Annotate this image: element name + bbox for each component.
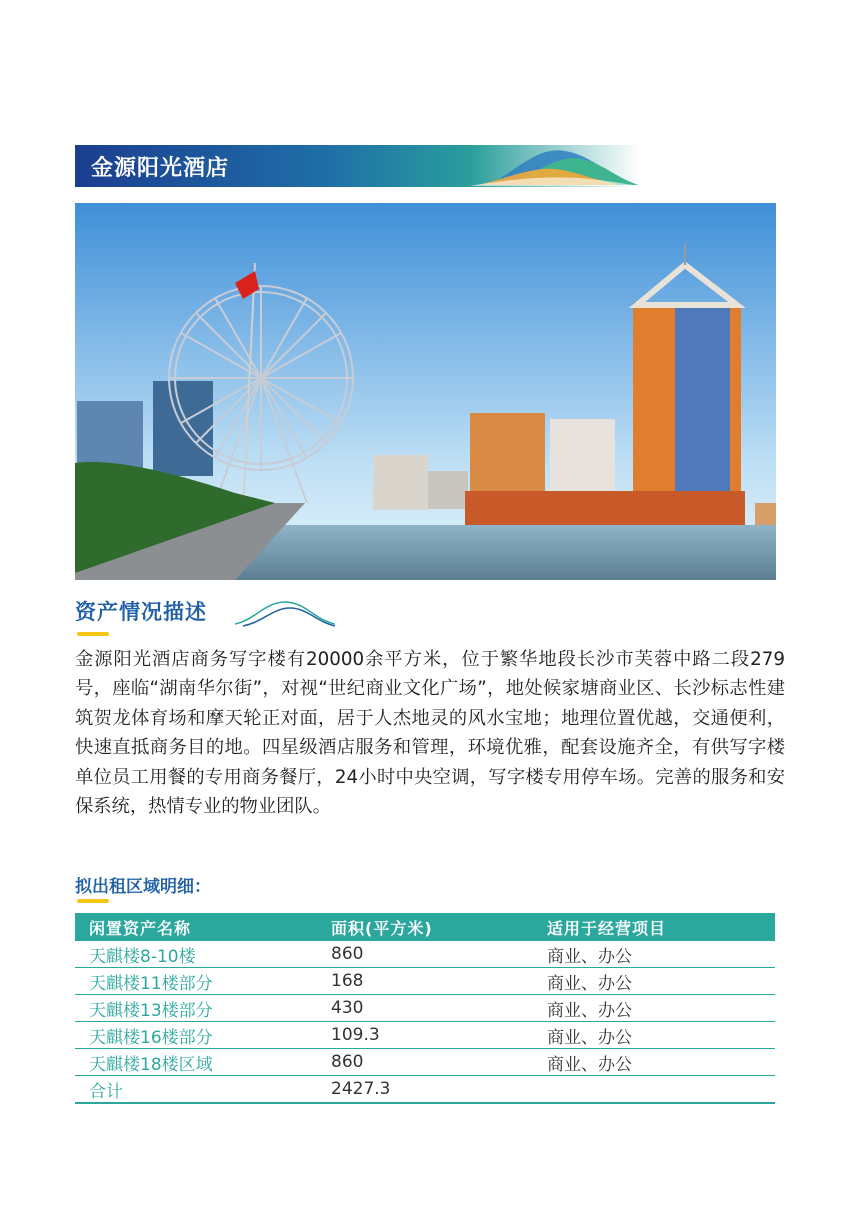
wave-icon bbox=[235, 596, 335, 628]
section-underline bbox=[77, 632, 109, 636]
area-cell: 860 bbox=[331, 941, 547, 968]
description-text: 金源阳光酒店商务写字楼有20000余平方米，位于繁华地段长沙市芙蓉中路二段279号，座临“湖南华尔街”，对视“世纪商业文化广场”，地处候家塘商业区、长沙标志性建筑贺龙体育场和摩天轮正对面，居于人杰地灵的风水宝地；地理位置优越，交通便利，快速直抵商务目的地。四星级酒店服务和管理，环境优雅，配套设施齐全，有供写字楼单位员工用餐的专用商务餐厅，24小时中央空调，写字楼专用停车场。完善的服务和安保系统，热情专业的物业团队。 bbox=[75, 649, 785, 818]
table-row bbox=[75, 941, 775, 968]
table-row bbox=[75, 995, 775, 1022]
usage-cell: 商业、办公 bbox=[547, 995, 775, 1022]
asset-name-cell: 天麒楼11楼部分 bbox=[75, 968, 331, 995]
area-cell: 109.3 bbox=[331, 1022, 547, 1049]
section-header bbox=[75, 594, 335, 638]
mountain-icon bbox=[470, 145, 640, 187]
header-area: 面积(平方米) bbox=[331, 913, 547, 941]
section-title: 资产情况描述 bbox=[75, 600, 207, 624]
total-usage-cell bbox=[547, 1076, 775, 1104]
total-label-cell: 合计 bbox=[75, 1076, 331, 1104]
asset-name-cell: 天麒楼18楼区域 bbox=[75, 1049, 331, 1076]
table-row bbox=[75, 968, 775, 995]
table-total-row bbox=[75, 1076, 775, 1104]
asset-name-cell: 天麒楼13楼部分 bbox=[75, 995, 331, 1022]
header-usage: 适用于经营项目 bbox=[547, 913, 775, 941]
table-row bbox=[75, 1049, 775, 1076]
total-area-cell: 2427.3 bbox=[331, 1076, 547, 1104]
area-cell: 430 bbox=[331, 995, 547, 1022]
header-asset-name: 闲置资产名称 bbox=[75, 913, 331, 941]
usage-cell: 商业、办公 bbox=[547, 1049, 775, 1076]
subsection-underline bbox=[77, 899, 109, 903]
table-row bbox=[75, 1022, 775, 1049]
table-header-row bbox=[75, 913, 775, 941]
lease-table bbox=[75, 913, 775, 1104]
usage-cell: 商业、办公 bbox=[547, 1022, 775, 1049]
asset-name-cell: 天麒楼16楼部分 bbox=[75, 1022, 331, 1049]
area-cell: 168 bbox=[331, 968, 547, 995]
usage-cell: 商业、办公 bbox=[547, 968, 775, 995]
usage-cell: 商业、办公 bbox=[547, 941, 775, 968]
area-cell: 860 bbox=[331, 1049, 547, 1076]
title-banner bbox=[75, 145, 640, 187]
hotel-photo bbox=[75, 203, 776, 580]
page-title: 金源阳光酒店 bbox=[91, 156, 230, 181]
subsection-title: 拟出租区域明细： bbox=[75, 877, 211, 897]
asset-name-cell: 天麒楼8-10楼 bbox=[75, 941, 331, 968]
